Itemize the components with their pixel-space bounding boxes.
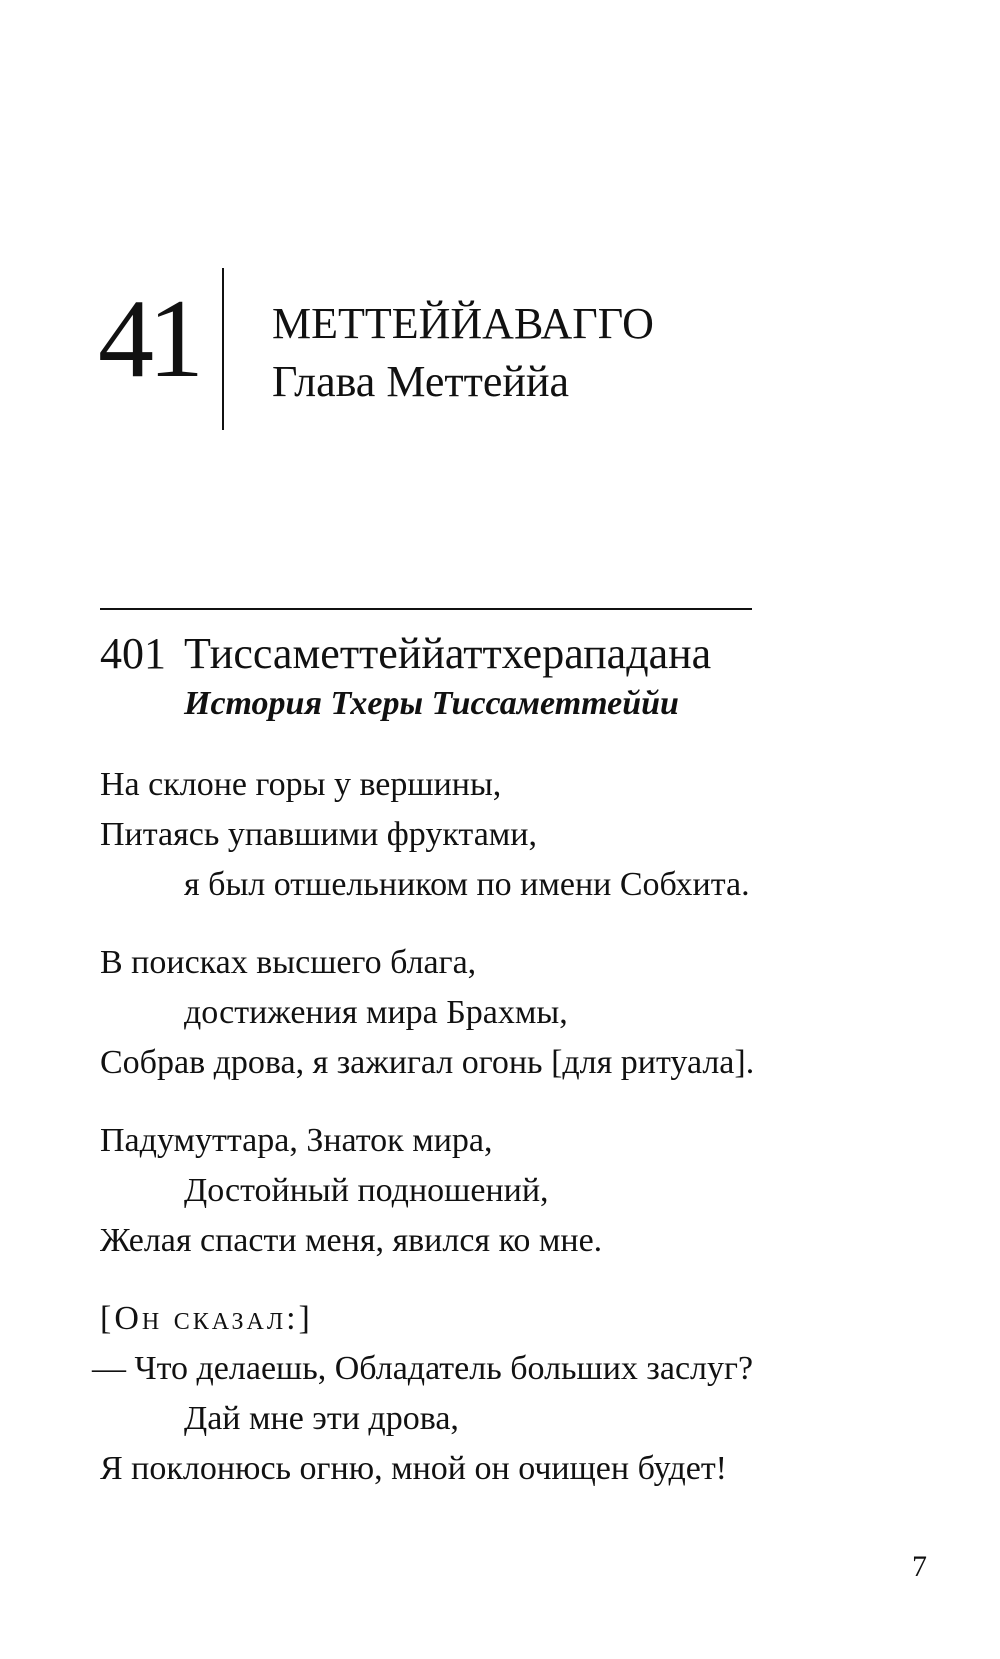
chapter-divider (222, 268, 224, 430)
verse-line: достижения мира Брахмы, (184, 994, 568, 1031)
verse-stanza (0, 1294, 1000, 1494)
verse-line: На склоне горы у вершины, (100, 766, 502, 803)
section-subtitle: История Тхеры Тиссаметтеййи (184, 685, 679, 722)
chapter-number: 41 (98, 277, 198, 401)
verse-line: Падумуттара, Знаток мира, (100, 1122, 493, 1159)
verse-line: Я поклонюсь огню, мной он очищен будет! (100, 1450, 728, 1487)
chapter-subtitle: Глава Меттеййа (272, 357, 570, 406)
chapter-title: МЕТТЕЙЙАВАГГО (272, 299, 654, 348)
section-title: Тиссаметтеййаттхерападана (184, 629, 712, 678)
verse-stanza (0, 1116, 1000, 1266)
verse-line: я был отшельником по имени Собхита. (184, 866, 750, 903)
section-divider (100, 608, 752, 610)
verse-stanza (0, 938, 1000, 1088)
verse-line: Дай мне эти дрова, (184, 1400, 459, 1437)
verse-stanza (0, 760, 1000, 910)
speaker-label: [Он сказал:] (100, 1300, 313, 1337)
verse-line: — Что делаешь, Обладатель больших заслуг? (92, 1350, 754, 1387)
verse-line: Достойный подношений, (184, 1172, 549, 1209)
section-number: 401 (100, 629, 166, 678)
verse-line: Желая спасти меня, явился ко мне. (100, 1222, 603, 1259)
verse-line: Собрав дрова, я зажигал огонь [для ритуала]. (100, 1044, 755, 1081)
verse-line: Питаясь упавшими фруктами, (100, 816, 538, 853)
page-number: 7 (912, 1550, 927, 1583)
verse-line: В поисках высшего блага, (100, 944, 477, 981)
